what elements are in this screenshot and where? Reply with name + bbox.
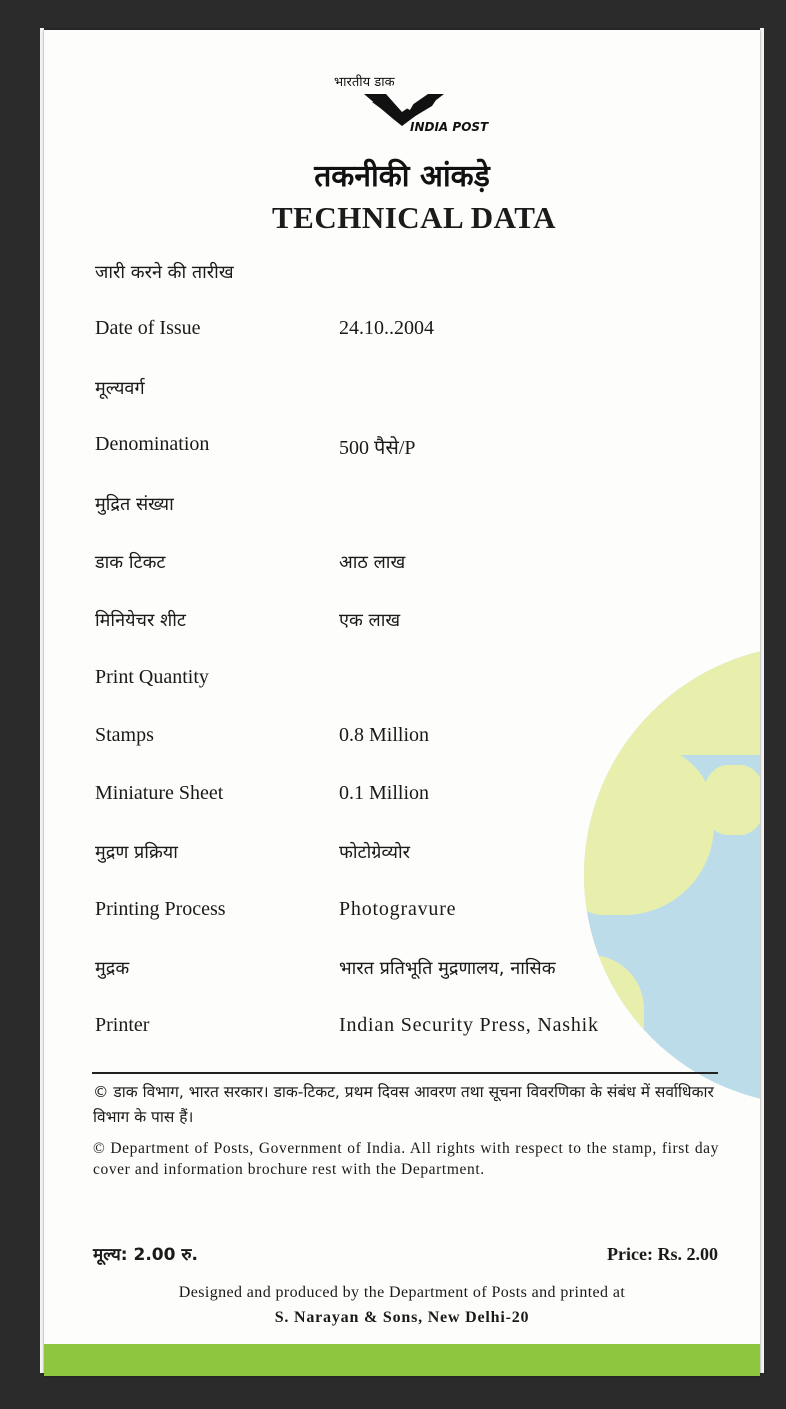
row-label: Printer <box>95 1014 150 1036</box>
row-print-quantity-hindi <box>95 492 735 522</box>
row-label: मुद्रित संख्या <box>95 494 174 515</box>
row-value: 0.8 Million <box>339 724 430 746</box>
row-label: Printing Process <box>95 898 226 920</box>
row-stamps <box>95 724 735 754</box>
row-label: मुद्रण प्रक्रिया <box>95 842 178 863</box>
copyright-hindi: © डाक विभाग, भारत सरकार। डाक-टिकट, प्रथम दिवस आवरण तथा सूचना विवरणिका के संबंध में सर्वाधिकार विभाग के पास हैं। <box>93 1083 714 1126</box>
row-denomination <box>95 433 735 463</box>
logo-hindi-text: भारतीय डाक <box>334 75 395 90</box>
row-print-quantity <box>95 666 735 696</box>
row-label: Print Quantity <box>95 666 209 688</box>
title-english: TECHNICAL DATA <box>271 200 557 235</box>
row-printer <box>95 1014 735 1044</box>
india-post-logo <box>44 30 760 150</box>
row-printer-hindi <box>95 956 735 986</box>
row-label: Denomination <box>95 433 210 455</box>
row-label: जारी करने की तारीख <box>95 262 234 283</box>
page-edge-right <box>760 28 764 1373</box>
title-hindi: तकनीकी आंकड़े <box>314 159 490 194</box>
row-label: Miniature Sheet <box>95 782 224 804</box>
row-label: मूल्यवर्ग <box>95 378 145 399</box>
row-miniature-sheet-hindi <box>95 608 735 638</box>
row-printing-process-hindi <box>95 840 735 870</box>
credits <box>44 1280 760 1330</box>
row-value: फोटोग्रेव्योर <box>339 842 411 863</box>
credits-line-2: S. Narayan & Sons, New Delhi-20 <box>274 1309 530 1326</box>
row-value: 0.1 Million <box>339 782 430 804</box>
row-value: 24.10..2004 <box>339 317 434 339</box>
row-label: Stamps <box>95 724 154 746</box>
row-date-of-issue-hindi <box>95 260 735 290</box>
row-printing-process <box>95 898 735 928</box>
price-english: Price: Rs. 2.00 <box>607 1244 718 1264</box>
divider <box>92 1072 718 1074</box>
row-label: मुद्रक <box>95 958 130 979</box>
row-value: आठ लाख <box>339 552 406 573</box>
row-label: मिनियेचर शीट <box>95 610 187 631</box>
row-value: Photogravure <box>339 898 457 920</box>
row-stamps-hindi <box>95 550 735 580</box>
row-value: 500 पैसे/P <box>339 437 416 459</box>
row-value: भारत प्रतिभूति मुद्रणालय, नासिक <box>339 958 556 979</box>
technical-data-sheet <box>44 30 760 1376</box>
row-label: डाक टिकट <box>95 552 166 573</box>
logo-english-text: INDIA POST <box>410 120 489 134</box>
row-value: Indian Security Press, Nashik <box>339 1014 599 1036</box>
green-band <box>44 1344 760 1376</box>
price-hindi: मूल्य: 2.00 रु. <box>93 1245 198 1265</box>
credits-line-1: Designed and produced by the Department of Posts and printed at <box>178 1284 626 1301</box>
copyright-english: © Department of Posts, Government of India. All rights with respect to the stamp, first day cover and information brochure rest with the Department. <box>93 1140 719 1178</box>
row-date-of-issue <box>95 317 735 347</box>
row-value: एक लाख <box>339 610 401 631</box>
row-miniature-sheet <box>95 782 735 812</box>
row-denomination-hindi <box>95 376 735 406</box>
row-label: Date of Issue <box>95 317 201 339</box>
